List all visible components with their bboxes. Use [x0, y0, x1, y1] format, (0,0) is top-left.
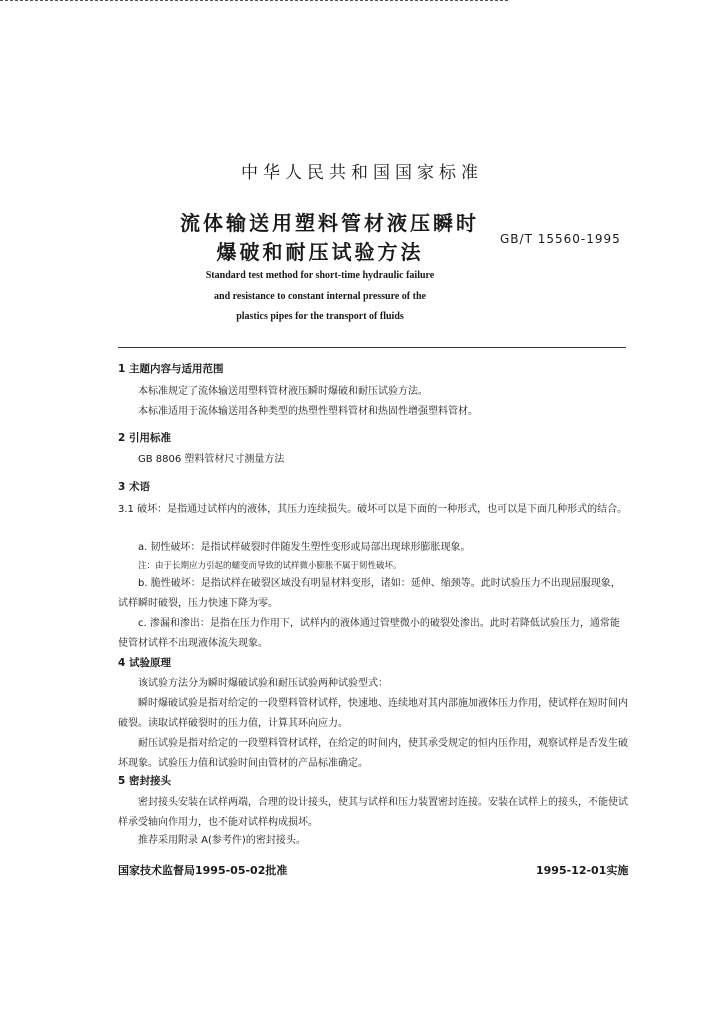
national-standard-heading: 中华人民共和国国家标准	[241, 163, 483, 183]
section-1-heading: 1 主题内容与适用范围	[118, 363, 224, 375]
footer-divider	[0, 0, 508, 1]
header-divider	[118, 347, 626, 348]
section-2-heading: 2 引用标准	[118, 432, 171, 444]
section-3-item-b: b. 脆性破坏：是指试样在破裂区域没有明显材料变形，诸如：延伸、缩颈等。此时试验压力不出现屈服现象，试样瞬时破裂，压力快速下降为零。	[118, 578, 621, 609]
section-3-note: 注：由于长期应力引起的蠕变而导致的试样微小膨胀不属于韧性破坏。	[138, 561, 402, 571]
footer-issued: 国家技术监督局1995-05-02批准	[118, 864, 288, 877]
footer-implemented: 1995-12-01实施	[536, 864, 629, 877]
section-1-paragraph-2: 本标准适用于流体输送用各种类型的热塑性塑料管材和热固性增强塑料管材。	[138, 406, 478, 417]
section-4-paragraph-2: 瞬时爆破试验是指对给定的一段塑料管材试样，快速地、连续地对其内部施加液体压力作用，使试样在短时间内破裂。读取试样破裂时的压力值，计算其环向应力。	[118, 698, 628, 729]
section-3-item-c: c. 渗漏和渗出：是指在压力作用下，试样内的液体通过管壁微小的破裂处渗出。此时若降低试验压力，通常能使管材试样不出现液体流失现象。	[118, 618, 620, 649]
section-5-heading: 5 密封接头	[118, 775, 171, 787]
section-1-paragraph-1: 本标准规定了流体输送用塑料管材液压瞬时爆破和耐压试验方法。	[138, 386, 428, 397]
section-3-heading: 3 术语	[118, 481, 150, 493]
section-4-heading: 4 试验原理	[118, 657, 171, 669]
section-3-paragraph-1: 3.1 破坏：是指通过试样内的液体，其压力连续损失。破坏可以是下面的一种形式，也可以是下面几种形式的结合。	[118, 504, 628, 515]
section-3-item-a: a. 韧性破坏：是指试样破裂时伴随发生塑性变形或局部出现球形膨胀现象。	[138, 542, 471, 553]
title-line-2: 爆破和耐压试验方法	[216, 240, 424, 264]
english-title-line-2: and resistance to constant internal pressure of the	[214, 291, 426, 302]
english-title-line-3: plastics pipes for the transport of fluids	[236, 311, 404, 322]
section-5-paragraph-1: 密封接头安装在试样两端，合理的设计接头，使其与试样和压力装置密封连接。安装在试样上的接头，不能使试样承受轴向作用力，也不能对试样构成损坏。	[118, 797, 628, 828]
section-4-paragraph-3: 耐压试验是指对给定的一段塑料管材试样，在给定的时间内，使其承受规定的恒内压作用，观察试样是否发生破坏现象。试验压力值和试验时间由管材的产品标准确定。	[118, 738, 628, 769]
section-2-paragraph-1: GB 8806 塑料管材尺寸测量方法	[138, 454, 285, 465]
section-4-paragraph-1: 该试验方法分为瞬时爆破试验和耐压试验两种试验型式：	[138, 678, 388, 689]
section-5-paragraph-2: 推荐采用附录 A(参考件)的密封接头。	[138, 835, 306, 846]
standard-number: GB/T 15560-1995	[500, 232, 621, 246]
title-line-1: 流体输送用塑料管材液压瞬时	[180, 211, 479, 235]
english-title-line-1: Standard test method for short-time hydraulic failure	[205, 270, 435, 281]
